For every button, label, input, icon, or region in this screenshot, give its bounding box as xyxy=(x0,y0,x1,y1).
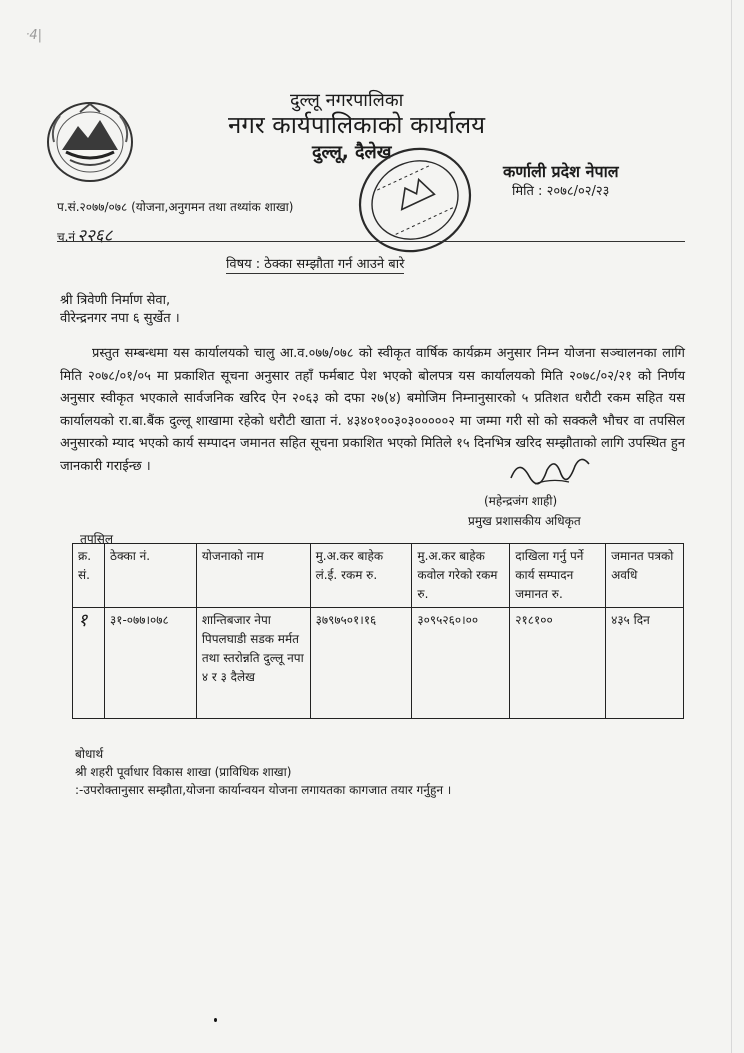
dispatch-number xyxy=(57,223,112,246)
addressee-address: वीरेन्द्रनगर नपा ६ सुर्खेत । xyxy=(60,311,180,326)
office-seal-stamp-icon xyxy=(355,145,475,255)
letter-subject: विषय : ठेक्का सम्झौता गर्न आउने बारे xyxy=(226,254,404,274)
cc-recipient: श्री शहरी पूर्वाधार विकास शाखा (प्राविधिक शाखा) xyxy=(75,765,292,779)
scan-speck xyxy=(214,1018,217,1022)
col-bid-amount: मु.अ.कर बाहेक कवोल गरेको रकम रु. xyxy=(412,544,510,608)
cc-title: बोधार्थ xyxy=(75,747,104,761)
col-contract-no: ठेक्का नं. xyxy=(104,544,196,608)
municipality-name: दुल्लू नगरपालिका xyxy=(290,90,404,111)
cell-project-name: शान्तिबजार नेपा पिपलघाडी सडक मर्मत तथा स्तरोन्नति दुल्लू नपा ४ र ३ दैलेख xyxy=(196,608,310,719)
cell-contract-no: ३१-०७७।०७८ xyxy=(104,608,196,719)
nepal-emblem-icon xyxy=(40,98,140,184)
col-estimated-cost: मु.अ.कर बाहेक लं.ई. रकम रु. xyxy=(310,544,412,608)
cell-performance-guarantee: २१८१०० xyxy=(510,608,606,719)
cell-serial: १ xyxy=(73,608,105,719)
addressee-name: श्री त्रिवेणी निर्माण सेवा, xyxy=(60,293,171,308)
cell-guarantee-validity: ४३५ दिन xyxy=(606,608,684,719)
table-row xyxy=(73,608,684,719)
letter-body: प्रस्तुत सम्बन्धमा यस कार्यालयको चालु आ.व.०७७/०७८ को स्वीकृत वार्षिक कार्यक्रम अनुसार निम्न योजना सञ्चालनका लागि मिति २०७८/०१/०५ मा प्रकाशित सूचना अनुसार तहाँ फर्मबाट पेश भएको बोलपत्र यस कार्यालयको मिति २०७८/०२/२१ को निर्णय अनुसार स्वीकृत भएकाले सार्वजनिक खरिद ऐन २०६३ को दफा २७(४) बमोजिम निम्नानुसारको ५ प्रतिशत धरौटी रकम सहित यस कार्यालयको रा.बा.बैंक दुल्लू शाखामा रहेको धरौटी खाता नं. ४३४०१००३०३०००००२ मा जम्मा गरी सो को सक्कलै भौचर वा तपसिल अनुसारको म्याद भएको कार्य सम्पादन जमानत सहित सूचना प्रकाशित भएको मितिले १५ दिनभित्र खरिद सम्झौताको लागि उपस्थित हुन जानकारी गराईन्छ । xyxy=(60,346,685,474)
province-name: कर्णाली प्रदेश नेपाल xyxy=(503,162,619,181)
signature-scribble xyxy=(505,448,595,494)
col-guarantee-validity: जमानत पत्रको अवधि xyxy=(606,544,684,608)
office-name: नगर कार्यपालिकाको कार्यालय xyxy=(228,111,486,139)
contract-details-table xyxy=(72,543,684,719)
col-performance-guarantee: दाखिला गर्नु पर्ने कार्य सम्पादन जमानत रु. xyxy=(510,544,606,608)
cell-estimated-cost: ३७९७५०१।१६ xyxy=(310,608,412,719)
dispatch-label: च.नं xyxy=(57,230,76,244)
table-header-row xyxy=(73,544,684,608)
letter-date: मिति : २०७८/०२/२३ xyxy=(512,184,610,199)
dispatch-value: २२६८ xyxy=(77,226,113,246)
cell-bid-amount: ३०९५२६०।०० xyxy=(412,608,510,719)
reference-number: प.सं.२०७७/०७८ (योजना,अनुगमन तथा तथ्यांक शाखा) xyxy=(57,200,294,214)
signatory-name: (महेन्द्रजंग शाही) xyxy=(484,494,558,508)
col-serial: क्र. सं. xyxy=(73,544,105,608)
col-project-name: योजनाको नाम xyxy=(196,544,310,608)
signatory-title: प्रमुख प्रशासकीय अधिकृत xyxy=(468,514,581,528)
scan-edge xyxy=(731,0,732,1053)
cc-note: :-उपरोक्तानुसार सम्झौता,योजना कार्यान्वयन योजना लगायतका कागजात तयार गर्नुहुन । xyxy=(75,783,452,797)
office-location: दुल्लू, दैलेख xyxy=(312,142,392,163)
table-caption: तपसिल xyxy=(80,532,114,546)
header-divider xyxy=(57,241,685,242)
corner-mark: ᐧ4| xyxy=(26,28,42,43)
